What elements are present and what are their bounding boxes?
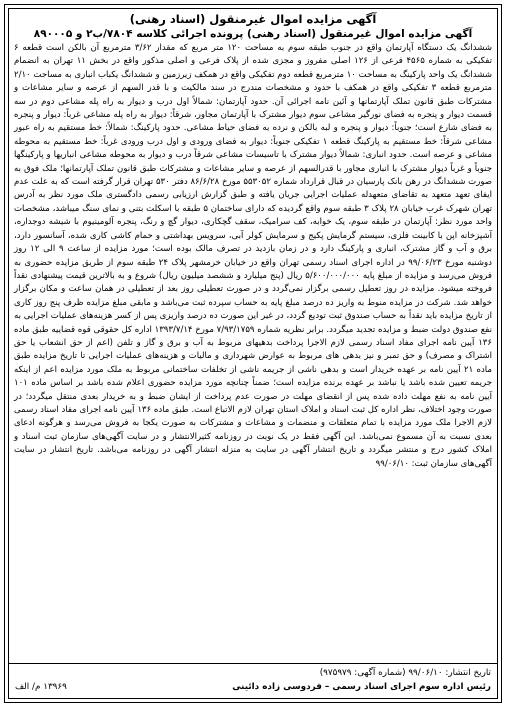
legal-notice: [4, 4, 502, 703]
notice-code: ۱۳۹۶۹ م/ الف: [15, 682, 67, 692]
notice-footer: [15, 666, 491, 694]
footer-divider: [9, 663, 497, 664]
notice-frame: [8, 8, 498, 699]
notice-title: آگهی مزایده اموال غیرمنقول (اسناد رهنی): [129, 12, 377, 26]
footer-bottom-row: [15, 680, 491, 694]
footer-top-row: [15, 666, 491, 680]
signature: رئیس اداره سوم اجرای اسناد رسمی – فردوسی زاده دائینی: [232, 682, 491, 692]
notice-subtitle: آگهی مزایده اموال غیرمنقول (اسناد رهنی) پرونده اجرائی کلاسه ۷۸۰۴/ب۲ و ۸۹۰۰۰۵: [33, 28, 473, 40]
publication-date: تاریخ انتشار: ۹۹/۰۶/۱۰ (شماره آگهی: ۹۷۵۹۷۹): [319, 668, 491, 678]
notice-body: ششدانگ یک دستگاه آپارتمان واقع در جنوب طبقه سوم به مساحت ۱۲۰ متر مربع که مقدار ۳/۶۲ مترمربع آن بالکن است قطعه ۶ تفکیکی به شماره ۴۵۶۵ فرعی از ۱۲۶ اصلی مفروز و مجزی شده از پلاک فرعی و اصلی مذکور واقع در بخش ۱۱ تهران به انضمام ششدانگ یک واحد پارکینگ به مساحت ۱۰ مترمربع قطعه دوم تفکیکی واقع در همکف زیرزمین و ششدانگ یکباب انباری به مساحت ۲/۱۰ مترمربع قطعه ۳ تفکیکی واقع در همکف با حدود و مشخصات مندرج در سند مالکیت و با قدر السهم از عرصه و سایر مشاعات و مشترکات طبق قانون تملک آپارتمانها و آئین نامه اجرائی آن. حدود آپارتمان: شمالاً اول درب و دیوار به راه پله مشاعی دوم در سه قسمت دیوار و پنجره به فضای نورگیر مشاعی سوم دیوار مشترک با آپارتمان مجاور، شرقاً: دیوار به راه پله مشاعی غرباً: دیوار و پنجره به فضای شارع است؛ جنوباً: دیوار و پنجره و لبه بالکن و نرده به فضای حیاط مشاعی. حدود پارکینگ: شمالاً: خط مستقیم به راه عبور مشاعی شرقاً: خط مستقیم به پارکینگ قطعه ۱ تفکیکی جنوباً: دیوار به فضای ورودی و اول درب ورودی غرباً: خط مستقیم به محوطه مشاعی و عرصه است. حدود انباری: شمالاً دیوار مشترک با تاسیسات مشاعی شرقاً درب و دیوار به محوطه مشاعی انباریها و پارکینگها جنوباً و غرباً دیوار مشترک با انباری مجاور با قدرالسهم از عرصه و سایر مشاعات و مشترکات طبق قانون تملک آپارتمانها؛ ملک فوق به صورت ششدانگ در رهن بانک پارسیان در قبال قرارداد شماره ۵۵۳۰۵۲ مورخ ۸۶/۶/۲۸ دفتر ۵۳۰ تهران قرار گرفته است که به علت عدم ایفای تعهد متعهد به تقاضای متعهدله عملیات اجرایی جریان یافته و طبق گزارش ارزیابی رسمی دادگستری ملک مورد نظر به آدرس تهران شهرک غرب خیابان ۲۸ پلاک ۳ طبقه سوم واقع گردیده که دارای ساختمان ۵ طبقه با اسکلت بتنی و نمای سنگ میباشد، مشخصات واحد مورد نظر: آپارتمان در طبقه سوم، یک خوابه، کف سرامیک، سقف گچکاری، دیوار گچ و رنگ، پنجره آلومینیوم با شیشه دوجداره، آشپزخانه اپن با کابینت فلزی، سیستم گرمایش پکیج و سرمایش کولر آبی، سرویس بهداشتی و حمام کاشی کاری شده، آسانسور دارد، برق و آب و گاز مشترک، انباری و پارکینگ دارد و در زمان بازدید در تصرف مالک بوده است؛ مورد مزایده از ساعت ۹ الی ۱۲ روز دوشنبه مورخ ۹۹/۰۶/۲۳ در اداره اجرای اسناد رسمی تهران واقع در خیابان خرمشهر پلاک ۲۴ طبقه سوم از طریق مزایده حضوری به فروش می‌رسد و مزایده از مبلغ پایه ۵/۶۰۰/۰۰۰/۰۰۰ ریال (پنج میلیارد و ششصد میلیون ریال) شروع و به بالاترین قیمت پیشنهادی نقداً فروخته میشود. مزایده در روز تعطیل رسمی برگزار نمی‌گردد و در صورت تعطیلی روز بعد از تعطیلی در همان ساعت و مکان برگزار خواهد شد. شرکت در مزایده منوط به واریز ده درصد مبلغ پایه به حساب سپرده ثبت می‌باشد و مابقی مبلغ مزایده ظرف پنج روز کاری از تاریخ مزایده باید نقداً به حساب صندوق ثبت تودیع گردد، در غیر این صورت ده درصد واریزی پس از کسر هزینه‌های عملیات اجرایی به نفع صندوق دولت ضبط و مزایده تجدید میگردد. برابر نظریه شماره ۷/۹۳/۱۷۵۹ مورخ ۱۳۹۳/۷/۱۴ اداره کل حقوقی قوه قضاییه طبق ماده ۱۳۶ آیین نامه اجرای مفاد اسناد رسمی لازم الاجرا پرداخت بدهیهای مربوط به آب و برق و گاز و تلفن (اعم از حق انشعاب یا حق اشتراک و مصرف) و حق تمبر و نیز بدهی های مربوط به عوارض شهرداری و مالیات و هزینه‌های عملیات اجرایی تا تاریخ مزایده طبق ماده ۲۱ آیین نامه بر عهده خریدار است و بدهی ناشی از جریمه ناشی از تخلفات ساختمانی مربوط به ملک مورد مزایده اعم از اینکه جریمه تعیین شده باشد یا نباشد بر عهده برنده مزایده است؛ ضمناً چنانچه مورد مزایده حضوری اعلام شده باشد بر اساس ماده ۱۰۱ آیین نامه به نفع مهلت داده شده پس از انقضای مهلت در صورت عدم پرداخت از ایشان ضبط و به خریدار بعدی منتقل میگردد؛ در صورت وجود اختلاف، نظر اداره کل ثبت اسناد و املاک استان تهران لازم الاتباع است. طبق ماده ۱۳۶ آیین نامه اجرای مفاد اسناد رسمی لازم الاجرا ملک مورد مزایده با تمام متعلقات و منضمات و مشاعات و مشترکات به صورت یکجا به فروش می‌رسد و هرگونه ادعای بعدی نسبت به آن مسموع نمی‌باشد. این آگهی فقط در یک نوبت در روزنامه کثیرالانتشار و در سایت آگهی‌های سازمان ثبت اسناد و املاک کشور درج و منتشر میگردد و تاریخ انتشار آگهی در سایت به منزله انتشار آگهی در روزنامه می‌باشد. تاریخ انتشار در سایت آگهی‌های سازمان ثبت: ۹۹/۰۶/۱۰: [14, 43, 493, 469]
